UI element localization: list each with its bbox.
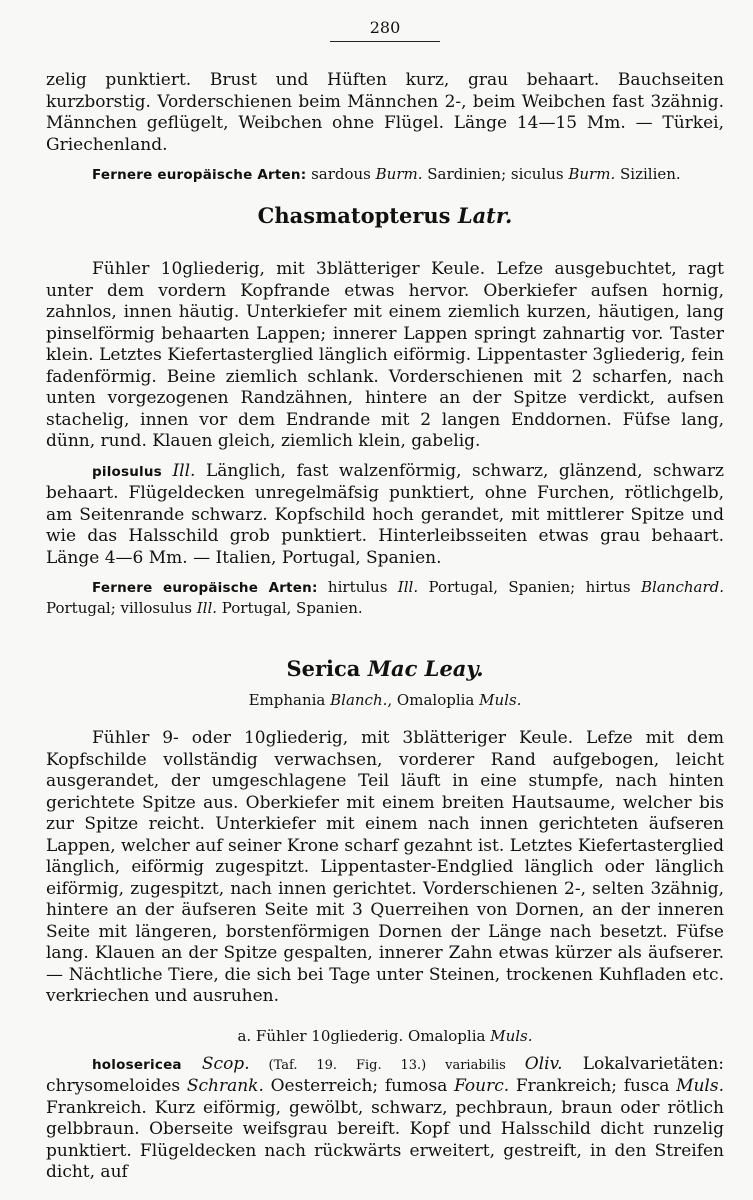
paragraph-continuation: zelig punktiert. Brust und Hüften kurz, grau behaart. Bauchseiten kurzborstig. Vorderschienen beim Männchen 2-, beim Weibchen fast 3zähnig. Männchen geflügelt, Weibchen ohne Flügel. Länge 14—15 Mm. — Türkei, Griechenland.	[46, 70, 724, 155]
further-species-note-1: Fernere europäische Arten: sardous Burm. Sardinien; siculus Burm. Sizilien.	[92, 165, 681, 183]
page-number: 280	[369, 18, 401, 37]
genus-description-chasmatopterus: Fühler 10gliederig, mit 3blätteriger Keule. Lefze ausgebuchtet, ragt unter dem vordern Kopfrande etwas hervor. Oberkiefer aufsen hornig, zahnlos, innen häutig. Unterkiefer mit einem ziemlich kurzen, häutigen, lang pinselförmig behaarten Lappen; innerer Lappen springt zahnartig vor. Taster klein. Letztes Kiefertasterglied länglich eiförmig. Lippentaster 3gliederig, fein fadenförmig. Beine ziemlich schlank. Vorderschienen mit 2 scharfen, nach unten vorgezogenen Randzähnen, hintere an der Spitze verdickt, aufsen stachelig, innen vor dem Endrande mit 2 langen Enddornen. Füfse lang, dünn, rund. Klauen gleich, ziemlich klein, gabelig.	[46, 259, 724, 451]
subsection-heading: a. Fühler 10gliederig. Omaloplia Muls.	[237, 1026, 533, 1045]
species-name: holosericea	[92, 1056, 182, 1073]
header-rule	[330, 41, 440, 42]
species-entry-holosericea: holosericea Scop. (Taf. 19. Fig. 13.) variabilis Oliv. Lokalvarietäten: chrysomeloides Schrank. Oesterreich; fumosa Fourc. Frankreich; fusca Muls. Frankreich. Kurz eiförmig, gewölbt, schwarz, pechbraun, braun oder rötlich gelbbraun. Oberseite weifsgrau bereift. Kopf und Halsschild dicht runzelig punktiert. Flügeldecken nach rückwärts erweitert, gestreift, in den Streifen dicht, auf	[46, 1053, 724, 1182]
genus-description-serica: Fühler 9- oder 10gliederig, mit 3blätteriger Keule. Lefze mit dem Kopfschilde vollständig verwachsen, vorderer Rand aufgebogen, leicht ausgerandet, der umgeschlagene Teil läuft in eine stumpfe, nach hinten gerichtete Spitze aus. Oberkiefer mit einem breiten Hautsaume, welcher bis zur Spitze reicht. Unterkiefer mit einem nach innen gerichteten äufseren Lappen, welcher auf seiner Krone scharf gezahnt ist. Letztes Kiefertasterglied länglich, eiförmig zugespitzt. Lippentaster-Endglied länglich oder länglich eiförmig, zugespitzt, nach innen gerichtet. Vorderschienen 2-, selten 3zähnig, hintere an der äufseren Seite mit 3 Querreihen von Dornen, an der inneren Seite mit längeren, borstenförmigen Dornen der Länge nach besetzt. Füfse lang. Klauen an der Spitze gespalten, innerer Zahn etwas kürzer als äufserer. — Nächtliche Tiere, die sich bei Tage unter Steinen, trockenen Kuhfladen etc. verkriechen und ausruhen.	[46, 728, 724, 1006]
genus-heading-serica: Serica Mac Leay.	[286, 656, 484, 681]
further-species-label: Fernere europäische Arten:	[92, 580, 318, 596]
species-name: pilosulus	[92, 463, 162, 480]
species-entry-pilosulus: pilosulus Ill. Länglich, fast walzenförmig, schwarz, glänzend, schwarz behaart. Flügeldecken unregelmäfsig punktiert, ohne Furchen, rötlichgelb, am Seitenrande schwarz. Kopfschild hoch gerandet, mit mittlerer Spitze und wie das Halsschild grob punktiert. Hinterleibsseiten etwas grau behaart. Länge 4—6 Mm. — Italien, Portugal, Spanien.	[46, 460, 725, 568]
genus-heading-chasmatopterus: Chasmatopterus Latr.	[257, 203, 513, 228]
book-page	[46, 18, 724, 1184]
genus-synonyms: Emphania Blanch., Omaloplia Muls.	[248, 691, 522, 709]
further-species-label: Fernere europäische Arten:	[92, 167, 307, 183]
further-species-note-2: Fernere europäische Arten: hirtulus Ill. Portugal, Spanien; hirtus Blanchard. Portugal; villosulus Ill. Portugal, Spanien.	[46, 578, 724, 617]
